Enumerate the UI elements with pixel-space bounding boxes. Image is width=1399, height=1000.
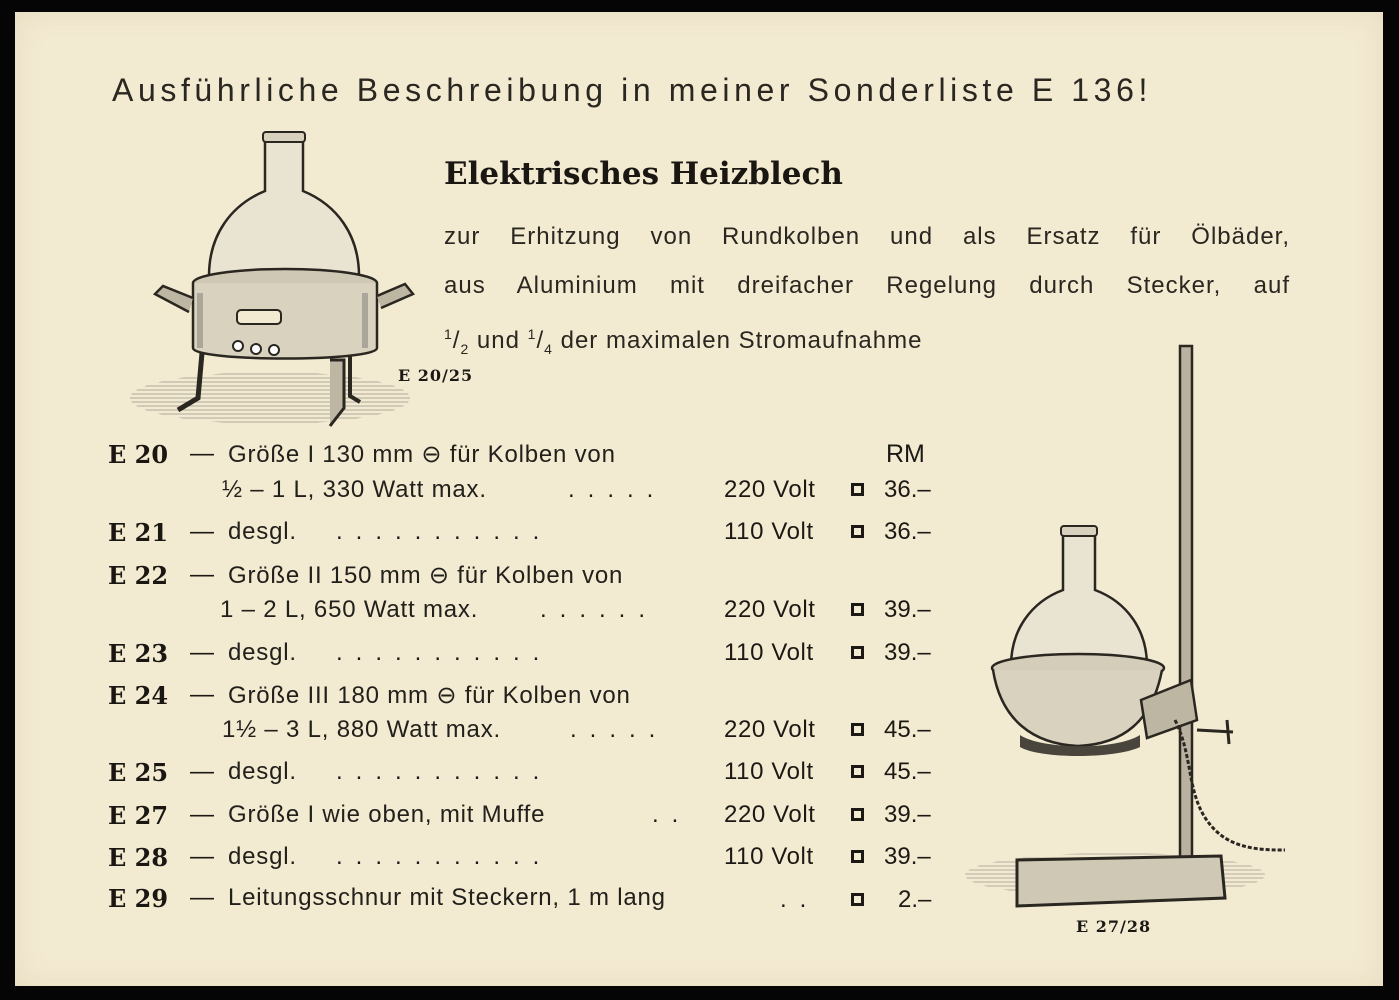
row-price-e23: 39.– [884,639,931,666]
row-dash: — [190,639,214,666]
description-line-3: $^1/_2$ und $^1/_4$ der maximalen Stromaufnahme [444,326,923,357]
row-code-e28: E 28 [108,843,169,872]
row-price-e25: 45.– [884,758,931,785]
order-box-e21 [851,525,864,538]
row-dash: — [190,518,214,545]
order-box-e29 [851,893,864,906]
caption-right: E 27/28 [1076,917,1152,936]
row-volt-e24: 220 Volt [724,716,816,743]
row-code-e29: E 29 [108,884,169,913]
row-desc-e24: Größe III 180 mm ⊖ für Kolben von [228,682,631,709]
leader-dots: ........... [336,518,553,545]
row-desc-e21: desgl. [228,518,297,545]
stand-illustration [965,340,1295,920]
row-price-e22: 39.– [884,596,931,623]
row-desc-e29: Leitungsschnur mit Steckern, 1 m lang [228,884,666,911]
row-desc-e23: desgl. [228,639,297,666]
leader-dots: .. [652,801,692,828]
row-detail-e20: ½ – 1 L, 330 Watt max. [222,476,487,503]
order-box-e27 [851,808,864,821]
row-price-e21: 36.– [884,518,931,545]
product-description [444,212,1290,359]
row-detail-e24: 1½ – 3 L, 880 Watt max. [222,716,501,743]
row-volt-e23: 110 Volt [724,639,814,666]
order-box-e22 [851,603,864,616]
leader-dots: ........... [336,639,553,666]
row-code-e24: E 24 [108,681,169,710]
row-price-e29: 2.– [898,886,932,913]
row-price-e27: 39.– [884,801,931,828]
order-box-e24 [851,723,864,736]
row-code-e25: E 25 [108,758,169,787]
row-dash: — [190,843,214,870]
row-desc-e22: Größe II 150 mm ⊖ für Kolben von [228,562,624,589]
row-code-e20: E 20 [108,440,169,469]
row-dash: — [190,681,214,708]
row-volt-e20: 220 Volt [724,476,816,503]
header-note: Ausführliche Beschreibung in meiner Sonderliste E 136! [112,72,1152,108]
row-code-e23: E 23 [108,639,169,668]
currency-header: RM [886,440,925,468]
row-desc-e20: Größe I 130 mm ⊖ für Kolben von [228,441,616,468]
order-box-e25 [851,765,864,778]
leader-dots: .. [780,886,820,913]
row-volt-e22: 220 Volt [724,596,816,623]
row-detail-e22: 1 – 2 L, 650 Watt max. [220,596,479,623]
caption-left: E 20/25 [398,366,474,385]
row-volt-e27: 220 Volt [724,801,816,828]
row-dash: — [190,758,214,785]
row-code-e27: E 27 [108,801,169,830]
leader-dots: ........... [336,758,553,785]
leader-dots: ........... [336,843,553,870]
row-desc-e27: Größe I wie oben, mit Muffe [228,801,546,828]
row-volt-e21: 110 Volt [724,518,814,545]
leader-dots: ..... [568,476,667,503]
row-price-e20: 36.– [884,476,931,503]
description-line-1: zur Erhitzung von Rundkolben und als Ersatz für Ölbäder, [444,223,1290,250]
row-dash: — [190,440,214,467]
order-box-e23 [851,646,864,659]
description-line-2: aus Aluminium mit dreifacher Regelung durch Stecker, auf [444,272,1290,299]
row-volt-e28: 110 Volt [724,843,814,870]
leader-dots: ..... [570,716,669,743]
order-box-e20 [851,483,864,496]
row-price-e24: 45.– [884,716,931,743]
row-desc-e28: desgl. [228,843,297,870]
row-price-e28: 39.– [884,843,931,870]
row-dash: — [190,884,214,911]
leader-dots: ...... [540,596,659,623]
row-volt-e25: 110 Volt [724,758,814,785]
heating-plate-illustration [120,128,420,433]
order-box-e28 [851,850,864,863]
row-desc-e25: desgl. [228,758,297,785]
row-code-e21: E 21 [108,518,169,547]
row-dash: — [190,561,214,588]
row-dash: — [190,801,214,828]
row-code-e22: E 22 [108,561,169,590]
product-title: Elektrisches Heizblech [444,156,843,192]
